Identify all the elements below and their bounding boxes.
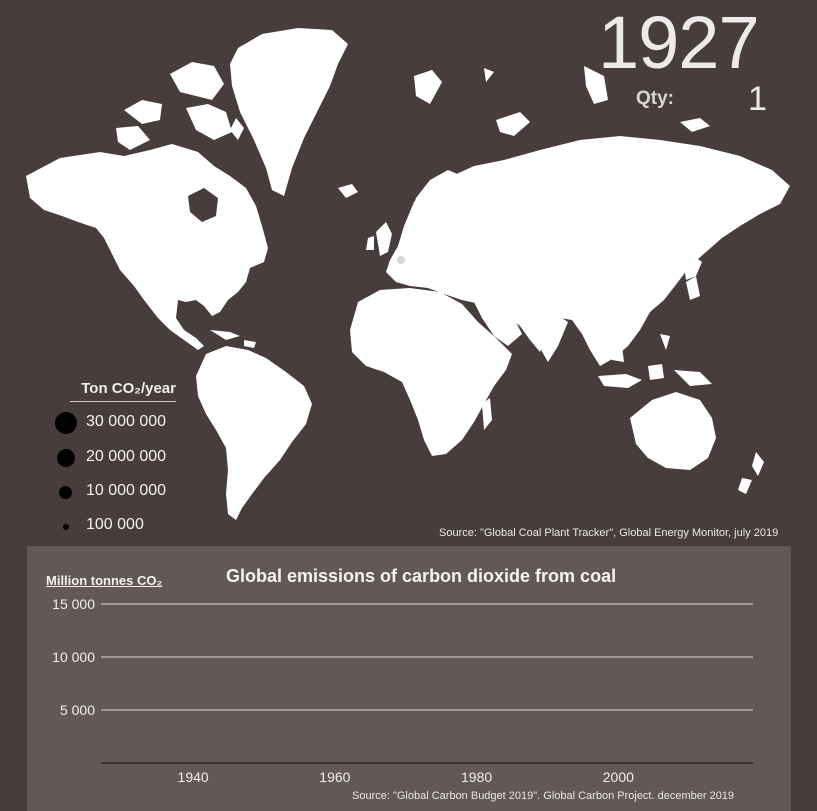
legend-label: 100 000 — [86, 516, 144, 533]
x-tick-label: 1980 — [461, 769, 493, 785]
x-tick-label: 2000 — [602, 769, 634, 785]
y-tick-label: 5 000 — [59, 702, 95, 718]
legend-label: 30 000 000 — [86, 413, 167, 430]
y-axis-unit-label: Million tonnes CO₂ — [46, 573, 163, 588]
y-tick-label: 15 000 — [52, 596, 95, 612]
qty-label: Qty: — [636, 88, 674, 109]
map-source: Source: "Global Coal Plant Tracker", Global Energy Monitor, july 2019 — [439, 527, 779, 539]
chart-source: Source: "Global Carbon Budget 2019". Global Carbon Project. december 2019 — [352, 790, 735, 802]
legend-label: 20 000 000 — [86, 448, 167, 465]
x-tick-label: 1960 — [319, 769, 351, 785]
qty-value: 1 — [748, 80, 767, 118]
chart-title: Global emissions of carbon dioxide from coal — [226, 566, 617, 586]
legend-title: Ton CO₂/year — [70, 380, 176, 402]
y-tick-label: 10 000 — [52, 649, 95, 665]
x-tick-label: 1940 — [177, 769, 209, 785]
year-display: 1927 — [598, 1, 759, 84]
legend-label: 10 000 000 — [86, 482, 167, 499]
